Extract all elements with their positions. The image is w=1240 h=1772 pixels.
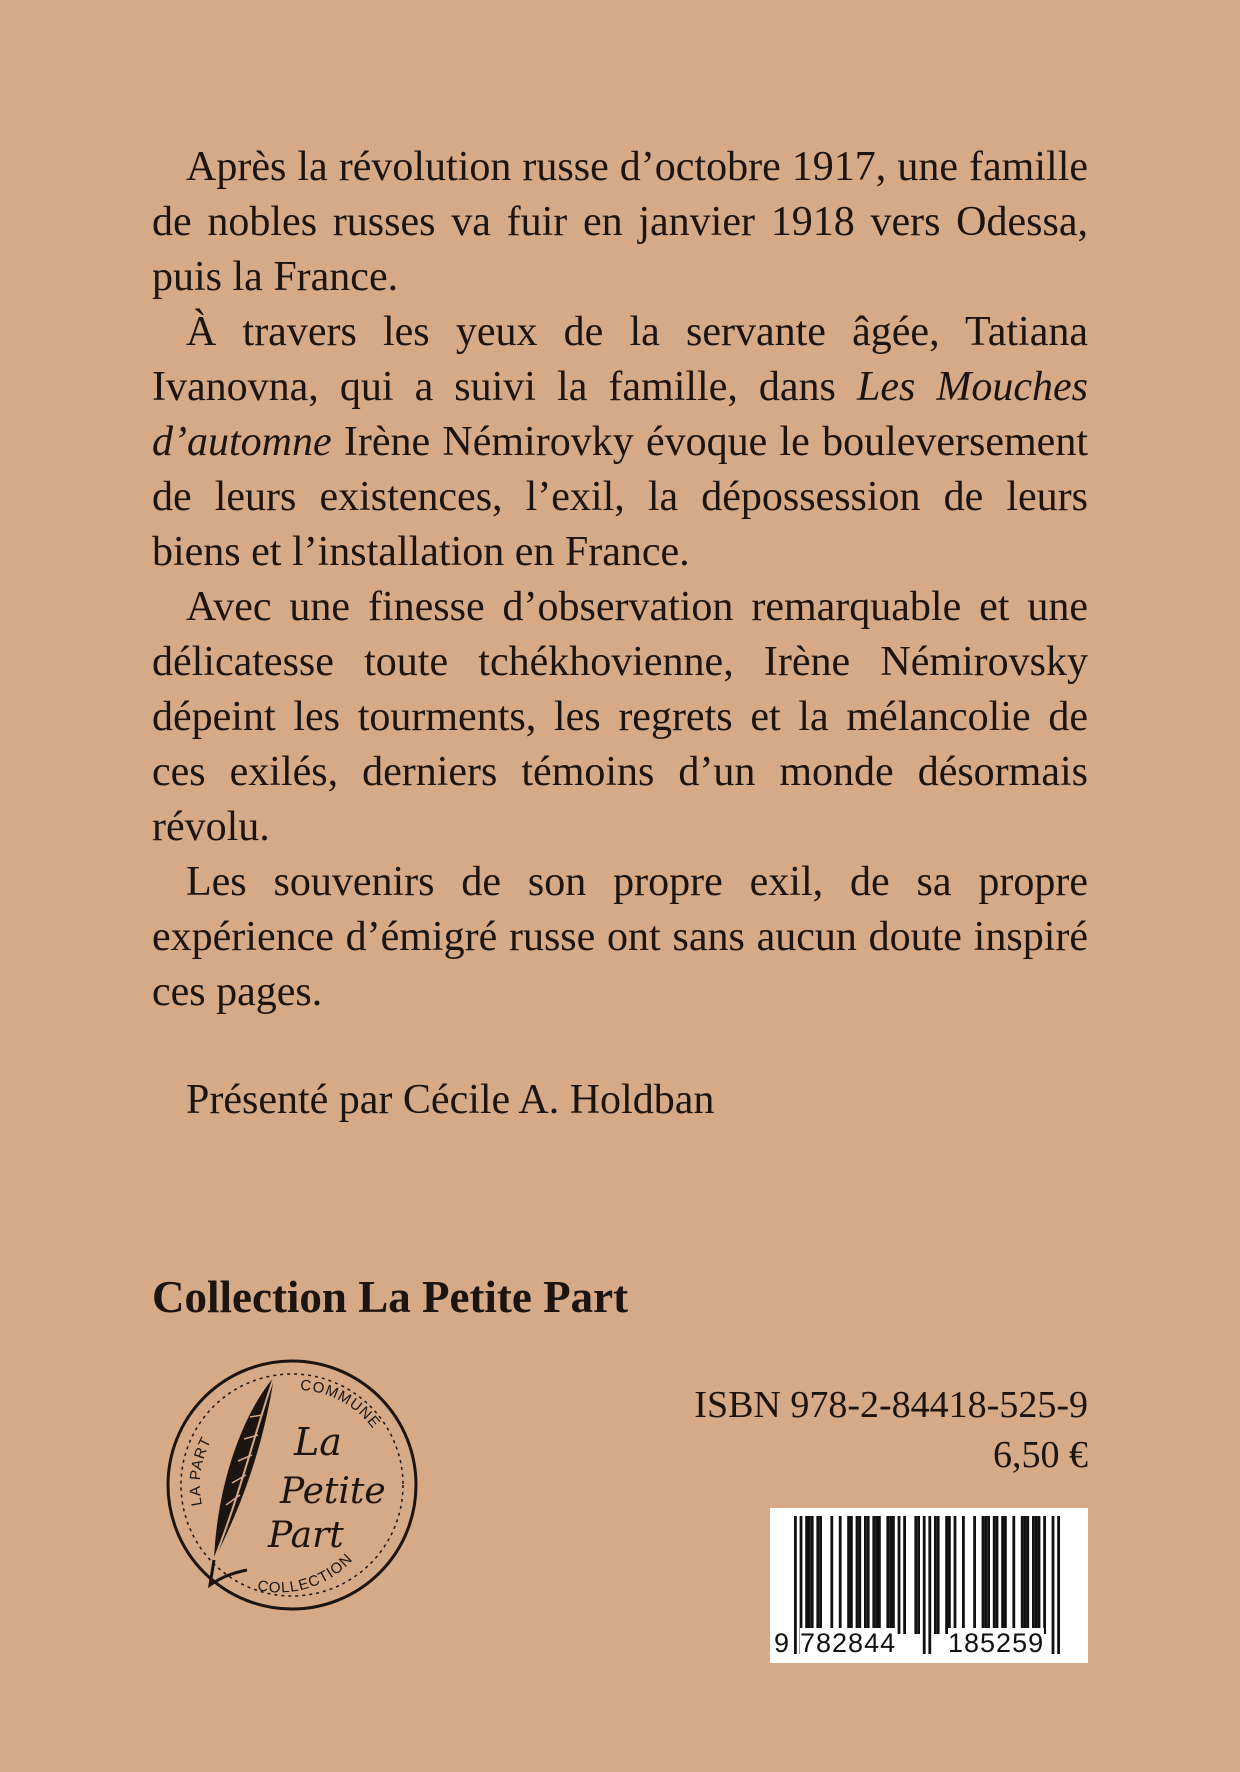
barcode-bar xyxy=(839,1516,842,1634)
book-title-italic: Les Mouches d’automne xyxy=(152,364,1088,465)
barcode-bar xyxy=(934,1516,937,1634)
barcode-bar xyxy=(830,1516,833,1634)
logo-arc-bottom: COLLECTION xyxy=(256,1550,357,1597)
barcode-bar xyxy=(1038,1516,1041,1634)
collection-logo xyxy=(162,1355,422,1615)
description-paragraph-4: Les souvenirs de son propre exil, de sa propre expérience d’émigré russe ont sans aucun doute inspiré ces pages. xyxy=(152,859,1088,1015)
description-paragraph-2-end: Irène Némirovky évoque le bouleversement de leurs existences, l’exil, la dépossession de leurs biens et l’installation en France. xyxy=(152,419,1088,575)
logo-script-part: Part xyxy=(268,1515,344,1556)
barcode-bar xyxy=(872,1516,875,1634)
barcode-bar xyxy=(808,1516,811,1634)
barcode-bar xyxy=(962,1516,965,1634)
barcode-bar xyxy=(993,1516,996,1634)
barcode-bar xyxy=(805,1516,808,1634)
barcode-digits xyxy=(770,1627,1088,1659)
barcode-bar xyxy=(1026,1516,1029,1634)
barcode-bar xyxy=(1004,1516,1007,1634)
back-cover-description xyxy=(152,140,1088,1020)
logo-script-la: La xyxy=(294,1420,342,1464)
barcode-bar xyxy=(1024,1516,1027,1634)
price: 6,50 € xyxy=(993,1434,1088,1476)
barcode-bar xyxy=(816,1516,819,1634)
barcode-bar xyxy=(847,1516,850,1634)
feather-quill-icon xyxy=(210,1377,274,1585)
barcode-bar xyxy=(867,1516,870,1634)
barcode-bar xyxy=(1032,1516,1035,1634)
barcode-bar xyxy=(889,1516,892,1634)
barcode-bar xyxy=(1043,1516,1046,1634)
barcode-bar xyxy=(886,1516,889,1634)
barcode-digit-first: 9 xyxy=(774,1628,790,1658)
barcode-bar xyxy=(948,1516,951,1634)
barcode-bar xyxy=(982,1516,985,1634)
description-paragraph-2 xyxy=(152,305,1088,580)
barcode xyxy=(770,1508,1088,1663)
barcode-bar xyxy=(937,1516,940,1634)
barcode-bar xyxy=(954,1516,957,1634)
barcode-bar xyxy=(850,1516,853,1634)
barcode-group-right: 185259 xyxy=(948,1628,1045,1658)
barcode-bar xyxy=(973,1516,976,1634)
barcode-bar xyxy=(898,1516,901,1634)
presenter-credit: Présenté par Cécile A. Holdban xyxy=(186,1077,715,1123)
barcode-bar xyxy=(858,1516,861,1634)
barcode-bar xyxy=(945,1516,948,1634)
barcode-bar xyxy=(878,1516,881,1634)
logo-arc-left: LA PART xyxy=(186,1433,216,1508)
barcode-bar xyxy=(917,1516,920,1634)
description-paragraph-3: Avec une finesse d’observation remarquable et une délicatesse toute tchékhovienne, Irène Némirovsky dépeint les tourments, les regrets et la mélancolie de ces exilés, derniers témoins d’un monde désormais révolu. xyxy=(152,584,1088,850)
barcode-bar xyxy=(1001,1516,1004,1634)
logo-arc-right: COMMUNE xyxy=(299,1376,384,1432)
logo-seal xyxy=(162,1355,422,1615)
barcode-bar xyxy=(892,1516,895,1634)
barcode-bar xyxy=(903,1516,906,1634)
barcode-bar xyxy=(819,1516,822,1634)
barcode-bar xyxy=(1021,1516,1024,1634)
barcode-bar xyxy=(864,1516,867,1634)
barcode-bar xyxy=(811,1516,814,1634)
barcode-bar xyxy=(856,1516,859,1634)
description-paragraph-2-start: À travers les yeux de la servante âgée, Tatiana Ivanovna, qui a suivi la famille, dans xyxy=(152,309,1088,410)
description-paragraph-1: Après la révolution russe d’octobre 1917, une famille de nobles russes va fuir en janvier 1918 vers Odessa, puis la France. xyxy=(152,144,1088,300)
barcode-bar xyxy=(987,1516,990,1634)
barcode-bar xyxy=(875,1516,878,1634)
barcode-bar xyxy=(996,1516,999,1634)
barcode-bar xyxy=(1012,1516,1015,1634)
svg-text:LA PART xyxy=(187,1434,215,1507)
isbn-number: ISBN 978-2-84418-525-9 xyxy=(694,1384,1088,1426)
barcode-group-left: 782844 xyxy=(800,1628,897,1658)
logo-script-petite: Petite xyxy=(280,1471,386,1512)
svg-text:COLLECTION xyxy=(256,1550,356,1596)
barcode-bar xyxy=(914,1516,917,1634)
barcode-bar xyxy=(984,1516,987,1634)
collection-title: Collection La Petite Part xyxy=(152,1272,629,1322)
barcode-bar xyxy=(1035,1516,1038,1634)
